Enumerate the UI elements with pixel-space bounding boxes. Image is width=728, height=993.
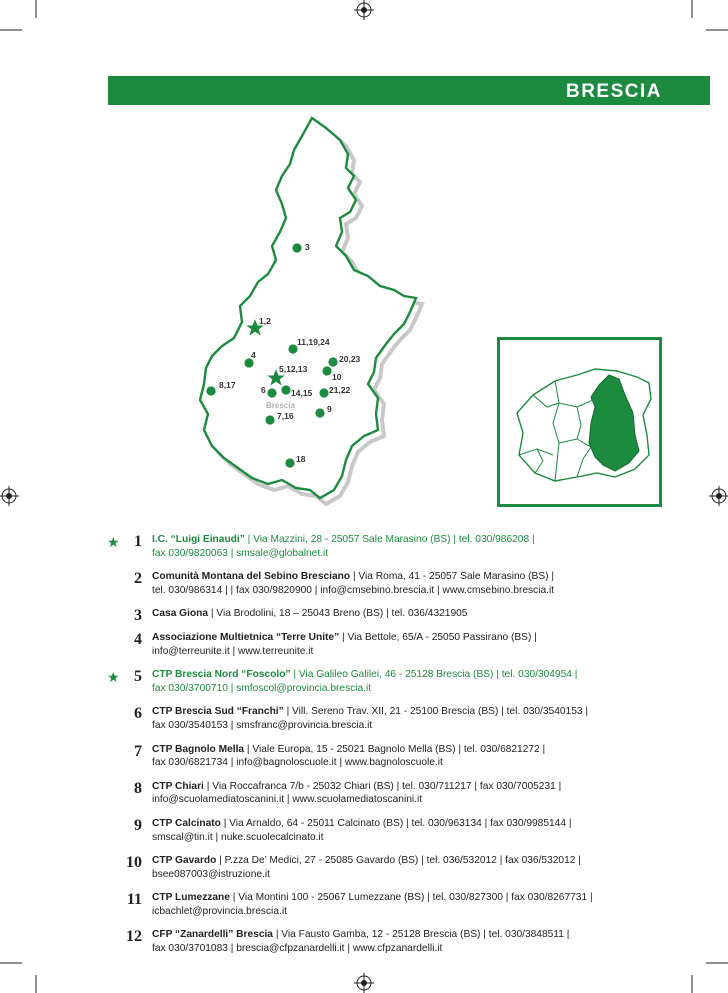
entry-number: 3 [134, 607, 142, 625]
entry-details: | Via Brodolini, 18 – 25043 Breno (BS) | tel. 036/4321905 [208, 608, 468, 620]
entry-details: | Via Mazzini, 28 - 25057 Sale Marasino (BS) | tel. 030/986208 | [244, 534, 535, 545]
map-marker-dot [265, 415, 274, 424]
entry-name: CTP Brescia Sud “Franchi” [152, 706, 284, 718]
map-marker-dot [285, 458, 294, 467]
map-marker-label: 5,12,13 [279, 364, 308, 374]
map-marker-dot [206, 386, 215, 395]
map-marker-label: 1,2 [259, 316, 271, 326]
entry-name: CTP Lumezzane [152, 892, 230, 904]
page-title: BRESCIA [565, 81, 662, 102]
map-marker-dot [319, 388, 328, 397]
map-marker-label: 18 [296, 454, 306, 464]
list-item [104, 743, 664, 770]
entry-contacts: fax 030/3540153 | smsfranc@provincia.brescia.it [152, 719, 373, 731]
entry-number: 11 [126, 891, 142, 909]
entry-contacts: icbachlet@provincia.brescia.it [152, 905, 287, 917]
map-marker-label: 8,17 [219, 380, 236, 390]
entry-number: 6 [134, 705, 142, 723]
entry-number: 1 [134, 533, 142, 550]
list-item [104, 533, 664, 560]
map-marker-label: 11,19,24 [297, 337, 330, 347]
entry-contacts: info@terreunite.it | www.terreunite.it [152, 645, 314, 657]
entry-number: 8 [134, 779, 142, 797]
entry-number: 12 [126, 928, 142, 946]
list-item [104, 780, 664, 807]
registration-mark-bottom [354, 973, 374, 993]
entry-contacts: smscal@tin.it | nuke.scuolecalcinato.it [152, 831, 324, 843]
star-icon: ★ [107, 669, 120, 686]
entry-contacts: fax 030/3700710 | smfoscol@provincia.brescia.it [152, 682, 372, 694]
entry-contacts: fax 030/6821734 | info@bagnoloscuole.it | www.bagnoloscuole.it [152, 757, 443, 769]
entry-number: 9 [134, 816, 142, 834]
entry-name: CTP Calcinato [152, 817, 221, 829]
map-marker-dot [322, 366, 331, 375]
list-item [104, 570, 664, 597]
entry-name: Casa Giona [152, 608, 209, 620]
map-marker-label: 20,23 [339, 354, 361, 364]
entry-details: | P.zza De’ Medici, 27 - 25085 Gavardo (BS) | tel. 036/532012 | fax 036/532012 | [216, 855, 581, 867]
entry-name: CTP Bagnolo Mella [152, 743, 245, 755]
entry-name: Associazione Multietnica “Terre Unite” [152, 631, 340, 643]
entry-name: CFP “Zanardelli” Brescia [152, 929, 273, 941]
list-item [104, 817, 664, 844]
city-label: Brescia [266, 401, 295, 410]
map-marker-dot [315, 408, 324, 417]
entry-name: CTP Gavardo [152, 855, 217, 867]
list-item [104, 668, 664, 695]
list-item [104, 631, 664, 658]
entry-number: 5 [134, 668, 142, 686]
map-marker-dot [328, 357, 337, 366]
entry-number: 10 [126, 854, 142, 872]
entry-contacts: fax 030/9820063 | smsale@globalnet.it [152, 547, 329, 559]
map-marker-label: 3 [305, 242, 310, 252]
list-item [104, 705, 664, 732]
entry-details: | Via Montini 100 - 25067 Lumezzane (BS) | tel. 030/827300 | fax 030/8267731 | [229, 892, 593, 904]
entry-details: | Vill. Sereno Trav. XII, 21 - 25100 Brescia (BS) | tel. 030/3540153 | [283, 706, 589, 718]
address-list [104, 533, 664, 966]
list-item [104, 607, 664, 625]
entry-name: CTP Brescia Nord “Foscolo” [152, 669, 291, 681]
entry-details: | Via Roccafranca 7/b - 25032 Chiari (BS) | tel. 030/711217 | fax 030/7005231 | [203, 780, 562, 792]
entry-number: 2 [134, 570, 142, 588]
entry-name: I.C. “Luigi Einaudi” [152, 534, 245, 545]
brescia-province-outline [200, 118, 416, 498]
lombardy-inset-map [497, 337, 662, 507]
map-marker-label: 10 [332, 372, 342, 382]
entry-contacts: tel. 030/986314 | | fax 030/9820900 | info@cmsebino.brescia.it | www.cmsebino.brescia.it [152, 584, 555, 596]
entry-details: | Via Bettole, 65/A - 25050 Passirano (BS) | [339, 631, 537, 643]
star-icon: ★ [107, 534, 120, 550]
entry-number: 7 [134, 742, 142, 760]
entry-number: 4 [134, 630, 142, 648]
map-marker-label: 14,15 [291, 388, 313, 398]
map-marker-label: 4 [251, 350, 256, 360]
entry-name: Comunità Montana del Sebino Bresciano [152, 571, 351, 583]
entry-name: CTP Chiari [152, 780, 204, 792]
list-item [104, 854, 664, 881]
map-marker-label: 21,22 [329, 385, 351, 395]
list-item [104, 891, 664, 918]
entry-details: | Via Fausto Gamba, 12 - 25128 Brescia (BS) | tel. 030/3848511 | [272, 929, 570, 941]
map-marker-dot [281, 385, 290, 394]
map-marker-dot [267, 388, 276, 397]
map-marker-label: 6 [261, 385, 266, 395]
entry-contacts: info@scuolamediatoscanini.it | www.scuolamediatoscanini.it [152, 794, 423, 806]
lombardy-outline-map [500, 340, 659, 504]
entry-contacts: fax 030/3701083 | brescia@cfpzanardelli.it | www.cfpzanardelli.it [152, 943, 443, 955]
entry-details: | Viale Europa, 15 - 25021 Bagnolo Mella (BS) | tel. 030/6821272 | [244, 743, 546, 755]
entry-contacts: bsee087003@istruzione.it [152, 868, 270, 880]
map-marker-dot [292, 243, 301, 252]
map-marker-label: 9 [327, 404, 332, 414]
entry-details: | Via Roma, 41 - 25057 Sale Marasino (BS) | [350, 571, 554, 583]
list-item [104, 928, 664, 955]
entry-details: | Via Arnaldo, 64 - 25011 Calcinato (BS) | tel. 030/963134 | fax 030/9985144 | [220, 817, 572, 829]
map-marker-label: 7,16 [277, 411, 294, 421]
entry-details: | Via Galileo Galilei, 46 - 25128 Brescia (BS) | tel. 030/304954 | [290, 669, 578, 681]
